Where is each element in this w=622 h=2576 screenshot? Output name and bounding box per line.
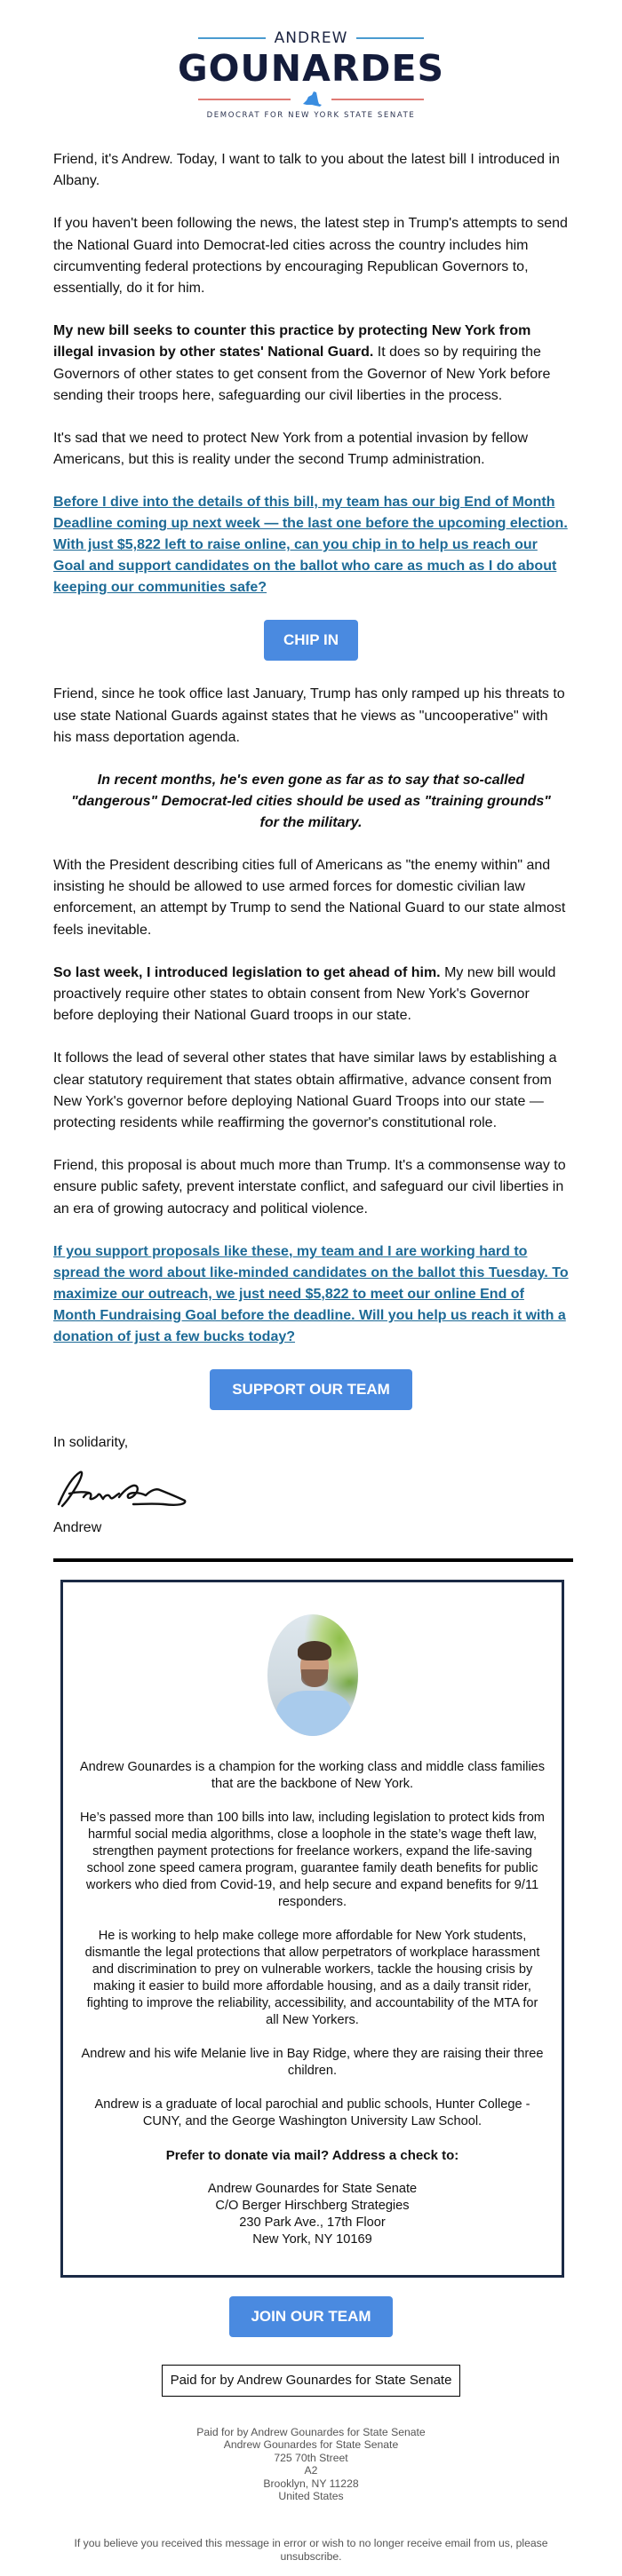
- mail-address-line: Andrew Gounardes for State Senate: [207, 2181, 418, 2196]
- paid-for-disclaimer: Paid for by Andrew Gounardes for State Senate: [162, 2365, 461, 2397]
- divider: [53, 1558, 573, 1562]
- enemy-within-paragraph: With the President describing cities full of Americans as "the enemy within" and insisting he should be allowed to use armed forces for domestic civilian law enforcement, an attempt by Trump to send the National Guard to our state almost feels inevitable.: [53, 858, 566, 938]
- signoff-text: In solidarity,: [53, 1434, 129, 1450]
- logo-tagline: DEMOCRAT FOR NEW YORK STATE SENATE: [206, 111, 416, 120]
- join-wrap: [0, 2296, 622, 2337]
- donate-link-outreach[interactable]: If you support proposals like these, my team and I are working hard to spread the word about like-minded candidates on the ballot this Tuesday. To maximize our outreach, we just need $5,822 to meet our online End of Month Fundraising Goal before the deadline. Will you help us reach it with a donation of just a few bucks today?: [53, 1243, 569, 1344]
- footer-line: Paid for by Andrew Gounardes for State Senate: [196, 2425, 426, 2438]
- chip-in-button[interactable]: CHIP IN: [264, 620, 358, 661]
- support-our-team-button[interactable]: SUPPORT OUR TEAM: [210, 1369, 412, 1410]
- portrait-beard: [301, 1669, 328, 1687]
- chip-in-wrap: [53, 620, 569, 661]
- logo-blue-line-right: [356, 37, 424, 39]
- join-our-team-button[interactable]: JOIN OUR TEAM: [229, 2296, 393, 2337]
- legislation-paragraph-rest: My new bill would proactively require other states to obtain consent from New York's Governor before deploying their National Guard troops in our state.: [53, 964, 556, 1024]
- mail-address-line: C/O Berger Hirschberg Strategies: [215, 2198, 410, 2213]
- footer-line: United States: [278, 2490, 344, 2503]
- portrait-hair: [298, 1641, 331, 1661]
- support-wrap: [53, 1369, 569, 1410]
- bottom-spacer: [0, 2564, 622, 2576]
- training-grounds-quote: In recent months, he's even gone as far as to say that so-called "dangerous" Democrat-led cities should be used as "training grounds" for the military.: [71, 773, 551, 831]
- bio-box: [60, 1580, 564, 2278]
- unsubscribe-note[interactable]: If you believe you received this message in error or wish to no longer receive email from us, please unsubscribe.: [74, 2536, 548, 2563]
- footer-address: [0, 2426, 622, 2503]
- mail-address: [79, 2181, 546, 2248]
- paid-for-wrap: [0, 2365, 622, 2397]
- commonsense-paragraph: Friend, this proposal is about much more than Trump. It's a commonsense way to ensure public safety, prevent interstate conflict, and safeguard our civil liberties in an era of growing autocracy and political violence.: [53, 1158, 566, 1217]
- logo-last-name: GOUNARDES: [178, 47, 444, 90]
- other-states-paragraph: It follows the lead of several other states that have similar laws by establishing a clear statutory requirement that states obtain affirmative, advance consent from New York's governor before deploying National Guard Troops into our state — protecting residents while reaffirming the governor's constitutional role.: [53, 1050, 557, 1131]
- logo-top-row: [0, 29, 622, 47]
- logo-blue-line-left: [198, 37, 266, 39]
- bill-paragraph-bold: My new bill seeks to counter this practice by protecting New York from illegal invasion by other states' National Guard.: [53, 323, 531, 361]
- sad-paragraph: It's sad that we need to protect New York from a potential invasion by fellow Americans, but this is reality under the second Trump administration.: [53, 431, 529, 468]
- logo-red-line-right: [331, 99, 424, 100]
- bill-paragraph: [53, 321, 569, 407]
- footer-line: Brooklyn, NY 11228: [263, 2477, 359, 2490]
- mail-address-line: 230 Park Ave., 17th Floor: [239, 2215, 386, 2230]
- logo-red-line-left: [198, 99, 291, 100]
- footer-line: 725 70th Street: [274, 2451, 348, 2464]
- bio-paragraph-1: Andrew Gounardes is a champion for the working class and middle class families that are the backbone of New York.: [79, 1759, 546, 1791]
- logo-mid-row: [0, 91, 622, 107]
- portrait-shirt: [276, 1691, 351, 1736]
- portrait-image: [267, 1614, 358, 1736]
- new-york-state-icon: [299, 91, 323, 107]
- legislation-paragraph-bold: So last week, I introduced legislation to get ahead of him.: [53, 964, 441, 980]
- intro-paragraph: Friend, it's Andrew. Today, I want to talk to you about the latest bill I introduced in Albany.: [53, 152, 560, 189]
- campaign-logo: [0, 0, 622, 133]
- bio-paragraph-3: He is working to help make college more affordable for New York students, dismantle the legal protections that allow perpetrators of workplace harassment and discrimination to prey on vulnerable workers, tackle the housing crisis by making it easier to build more affordable housing, and as a daily transit rider, fighting to improve the reliability, accessibility, and accountability of the MTA for all New Yorkers.: [84, 1928, 540, 2027]
- legislation-paragraph: [53, 963, 569, 1027]
- signature-icon: [53, 1465, 195, 1513]
- footer-line: A2: [304, 2464, 318, 2477]
- mail-donation-heading: Prefer to donate via mail? Address a check to:: [165, 2147, 459, 2163]
- logo-first-name: ANDREW: [274, 29, 348, 47]
- bill-paragraph-rest: It does so by requiring the Governors of other states to get consent from the Governor of New York before sending their troops here, safeguarding our civil liberties in the process.: [53, 345, 551, 403]
- email-body: [0, 149, 622, 1538]
- bio-paragraph-4: Andrew and his wife Melanie live in Bay Ridge, where they are raising their three children.: [81, 2046, 544, 2078]
- donate-link-deadline[interactable]: Before I dive into the details of this bill, my team has our big End of Month Deadline coming up next week — the last one before the upcoming election. With just $5,822 left to raise online, can you chip in to help us reach our Goal and support candidates on the ballot who care as much as I do about keeping our communities safe?: [53, 495, 568, 596]
- context-paragraph: If you haven't been following the news, the latest step in Trump's attempts to send the National Guard into Democrat-led cities across the country includes him circumventing federal protections by encouraging Republican Governors to, essentially, do it for him.: [53, 216, 568, 297]
- signature-name: Andrew: [53, 1519, 102, 1535]
- bio-paragraph-2: He’s passed more than 100 bills into law, including legislation to protect kids from harmful social media algorithms, close a loophole in the state’s wage theft law, strengthen payment protections for freelance workers, expand the life-saving school zone speed camera program, guarantee family death benefits for public workers who died from Covid-19, and help secure and expand benefits for 9/11 responders.: [80, 1810, 545, 1909]
- footer-line: Andrew Gounardes for State Senate: [223, 2438, 399, 2452]
- threats-paragraph: Friend, since he took office last January, Trump has only ramped up his threats to use state National Guards against states that he views as "uncooperative" with his mass deportation agenda.: [53, 686, 565, 745]
- signature-image: [53, 1465, 569, 1513]
- mail-address-line: New York, NY 10169: [252, 2231, 372, 2247]
- bio-paragraph-5: Andrew is a graduate of local parochial and public schools, Hunter College - CUNY, and the George Washington University Law School.: [94, 2096, 530, 2128]
